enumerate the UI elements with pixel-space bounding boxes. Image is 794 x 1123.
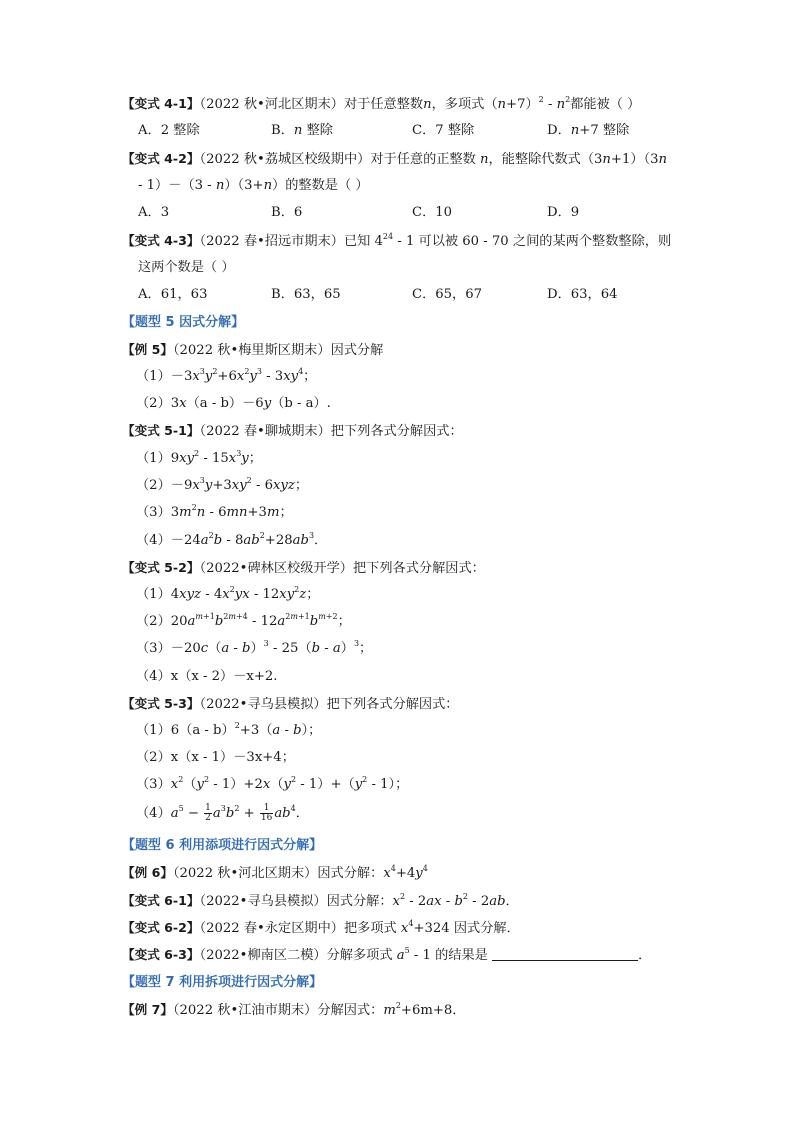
var: n: [602, 152, 611, 167]
variant-5-1-item-1: $(1)9xy^2 - 15x^3y$；: [136, 449, 262, 466]
exponent: 2: [565, 95, 571, 104]
variant-tag: 【变式 4-1】: [122, 96, 200, 111]
variant-tag: 【变式 6-1】: [122, 893, 200, 908]
source: （2022•寻乌县模拟）: [199, 697, 327, 712]
variant-tag: 【变式 5-1】: [122, 423, 200, 438]
question-text: - 1 可以被 60 - 70 之间的某两个整数整除，则: [393, 234, 672, 249]
variant-4-3-question-cont: 这两个数是（ ）: [138, 260, 235, 275]
item-label: （1）: [136, 451, 171, 466]
variant-tag: 【变式 4-2】: [122, 151, 200, 166]
option-c[interactable]: C．65，67: [412, 287, 483, 302]
question-text: +1）（3: [610, 152, 659, 167]
variant-5-3-item-3: $(3)x^2(y^2 - 1)+2x(y^2 - 1)+(y^2 - 1)$；: [136, 775, 409, 792]
variant-5-1-item-2: $(2)-9x^3y+3xy^2 - 6xyz$；: [136, 476, 309, 493]
variant-5-1-item-3: $(3)3m^2n - 6mn+3m$；: [136, 503, 293, 520]
var: n: [658, 152, 668, 167]
variant-4-2-question: [122, 149, 667, 170]
question-text: 把下列各式分解因式：: [326, 697, 459, 712]
variant-4-3-question: [122, 231, 671, 252]
question-text: - 1）－（3 -: [138, 178, 216, 193]
item-text: （b - a）.: [271, 396, 331, 411]
option-a[interactable]: A．61，63: [138, 287, 208, 302]
example-tag: 【例 6】: [122, 865, 173, 880]
source: （2022 春•招远市期末）: [199, 234, 344, 249]
source: （2022 秋•江油市期末）: [172, 1003, 318, 1018]
variant-5-2-item-2: $(2)20a^{m+1}b^{2m+4} - 12a^{2m+1}b^{m+2}$；: [136, 612, 351, 629]
source: （2022•碑林区校级开学）: [199, 561, 353, 576]
question-text: 对于任意整数: [343, 97, 424, 112]
example-5-question: [122, 340, 383, 361]
question-text: ．: [638, 948, 652, 963]
option-text: +7 整除: [579, 123, 630, 138]
item-label: （1）: [136, 587, 171, 602]
item-label: （1）6（a - b）: [136, 723, 235, 738]
option-b[interactable]: B．63，65: [271, 287, 341, 302]
item-text: （a - b）－6: [186, 396, 264, 411]
variant-tag: 【变式 4-3】: [122, 233, 200, 248]
item-label: （4）: [136, 806, 171, 821]
source: （2022 秋•河北区期末）: [199, 97, 344, 112]
source: （2022 秋•荔城区校级期中）: [199, 152, 371, 167]
option-b[interactable]: B．6: [271, 205, 303, 220]
source: （2022 秋•河北区期末）: [172, 866, 318, 881]
exponent: 2: [538, 95, 544, 104]
question-text: +324 因式分解．: [413, 921, 520, 936]
option-d[interactable]: D．9: [547, 205, 580, 220]
source: （2022•寻乌县模拟）: [199, 894, 327, 909]
variant-tag: 【变式 5-3】: [122, 696, 200, 711]
example-5-item-2: （2）3x（a - b）－6y（b - a）.: [136, 396, 331, 411]
section-heading-type7: 【题型 7 利用拆项进行因式分解】: [122, 975, 323, 990]
example-7-question: 【例 7】（2022 秋•江油市期末）分解因式：$m^2+6m+8$．: [122, 1001, 466, 1018]
variant-4-1-question: [122, 94, 640, 115]
question-text: 因式分解: [330, 343, 384, 358]
variant-6-2-question: 【变式 6-2】（2022 春•永定区期中）把多项式 $x^4+324$ 因式分解．: [122, 919, 520, 936]
question-text: ，多项式（: [431, 97, 498, 112]
option-d[interactable]: [547, 121, 629, 141]
variant-5-2-question: [122, 558, 485, 579]
source: （2022•柳南区二模）: [199, 948, 327, 963]
var: n: [423, 97, 432, 112]
question-text: 把下列各式分解因式：: [352, 561, 485, 576]
variant-5-3-item-1: （1）6（a - b）$^2$+3（a - b）；: [136, 721, 322, 738]
section-heading-type6: 【题型 6 利用添项进行因式分解】: [122, 838, 323, 853]
item-label: （2）3: [136, 396, 180, 411]
question-text: ）的整数是（ ）: [272, 178, 369, 193]
variant-5-3-question: [122, 694, 458, 715]
question-text: 把多项式: [343, 921, 401, 936]
question-text: 对于任意的正整数: [370, 152, 476, 167]
var: n: [556, 97, 566, 112]
question-text: ，能整除代数式（3: [488, 152, 603, 167]
option-label: D．: [547, 123, 571, 138]
item-label: （3）: [136, 777, 171, 792]
var: n: [497, 97, 507, 112]
example-5-item-1: $(1)-3x^3y^2+6x^2y^3 - 3xy^4$；: [136, 367, 317, 384]
variant-5-2-item-1: $(1)4xyz - 4x^2yx - 12xy^2z$；: [136, 585, 320, 602]
question-text: -: [543, 97, 557, 112]
var: n: [263, 178, 273, 193]
option-label: B．: [271, 123, 294, 138]
item-label: （2）－: [136, 478, 184, 493]
item-label: （3）: [136, 505, 171, 520]
item-label: （4）－24: [136, 533, 201, 548]
variant-5-3-item-4: $(4)a^5$ − $\frac{1}{2}$ $a^3b^2$ + $\frac{1}{16}$ $ab^4$．: [136, 803, 309, 823]
option-text: 整除: [302, 123, 333, 138]
question-text: ）（3+: [224, 178, 264, 193]
option-a[interactable]: A．2 整除: [138, 123, 200, 138]
question-text: 分解因式：: [317, 1003, 384, 1018]
option-a[interactable]: A．3: [138, 205, 170, 220]
variant-4-2-question-cont: [138, 176, 369, 196]
question-text: 分解多项式: [326, 948, 397, 963]
source: （2022 春•永定区期中）: [199, 921, 344, 936]
variant-5-1-question: [122, 421, 463, 442]
option-b[interactable]: [271, 121, 333, 141]
variant-tag: 【变式 5-2】: [122, 560, 200, 575]
example-tag: 【例 5】: [122, 342, 173, 357]
item-label: （1）－3: [136, 369, 193, 384]
example-6-question: 【例 6】（2022 秋•河北区期末）因式分解：$x^4+4y^4$: [122, 864, 428, 881]
question-text: 因式分解：: [317, 866, 384, 881]
var: n: [480, 152, 489, 167]
variant-tag: 【变式 6-2】: [122, 920, 200, 935]
item-label: （2）20: [136, 614, 188, 629]
variant-5-1-item-4: $(4)-24a^2b - 8ab^2+28ab^3$．: [136, 531, 328, 548]
option-c[interactable]: C．7 整除: [412, 123, 475, 138]
option-c[interactable]: C．10: [412, 205, 453, 220]
example-tag: 【例 7】: [122, 1002, 173, 1017]
question-text: 因式分解：: [326, 894, 393, 909]
question-text: +7）: [506, 97, 539, 112]
var: n: [215, 178, 225, 193]
exponent: 24: [382, 232, 394, 241]
var: n: [293, 123, 303, 138]
question-text: 已知 4: [343, 234, 383, 249]
option-d[interactable]: D．63，64: [547, 287, 618, 302]
section-heading-type5: 【题型 5 因式分解】: [122, 315, 245, 330]
variant-5-2-item-3: （3）－20c（a - b）$^3$ - 25（b - a）$^3$；: [136, 639, 373, 656]
question-text: 把下列各式分解因式：: [330, 424, 463, 439]
variant-6-1-question: 【变式 6-1】（2022•寻乌县模拟）因式分解：$x^2 - 2ax - b^2 - 2ab$．: [122, 892, 519, 909]
variant-5-2-item-4: （4）x（x - 2）－x+2.: [136, 669, 278, 684]
source: （2022 春•聊城期末）: [199, 424, 331, 439]
item-label: （3）－20: [136, 641, 201, 656]
answer-blank-input[interactable]: [492, 946, 638, 961]
question-text: - 1 的结果是: [409, 948, 493, 963]
var: n: [570, 123, 580, 138]
variant-6-3-question: 【变式 6-3】（2022•柳南区二模）分解多项式 $a^5 - 1$ 的结果是 ．: [122, 946, 652, 963]
question-text: +6m+8．: [400, 1003, 466, 1018]
question-text: 都能被（ ）: [570, 97, 641, 112]
variant-tag: 【变式 6-3】: [122, 947, 200, 962]
source: （2022 秋•梅里斯区期末）: [172, 343, 331, 358]
variant-5-3-item-2: （2）x（x - 1）－3x+4；: [136, 750, 295, 765]
